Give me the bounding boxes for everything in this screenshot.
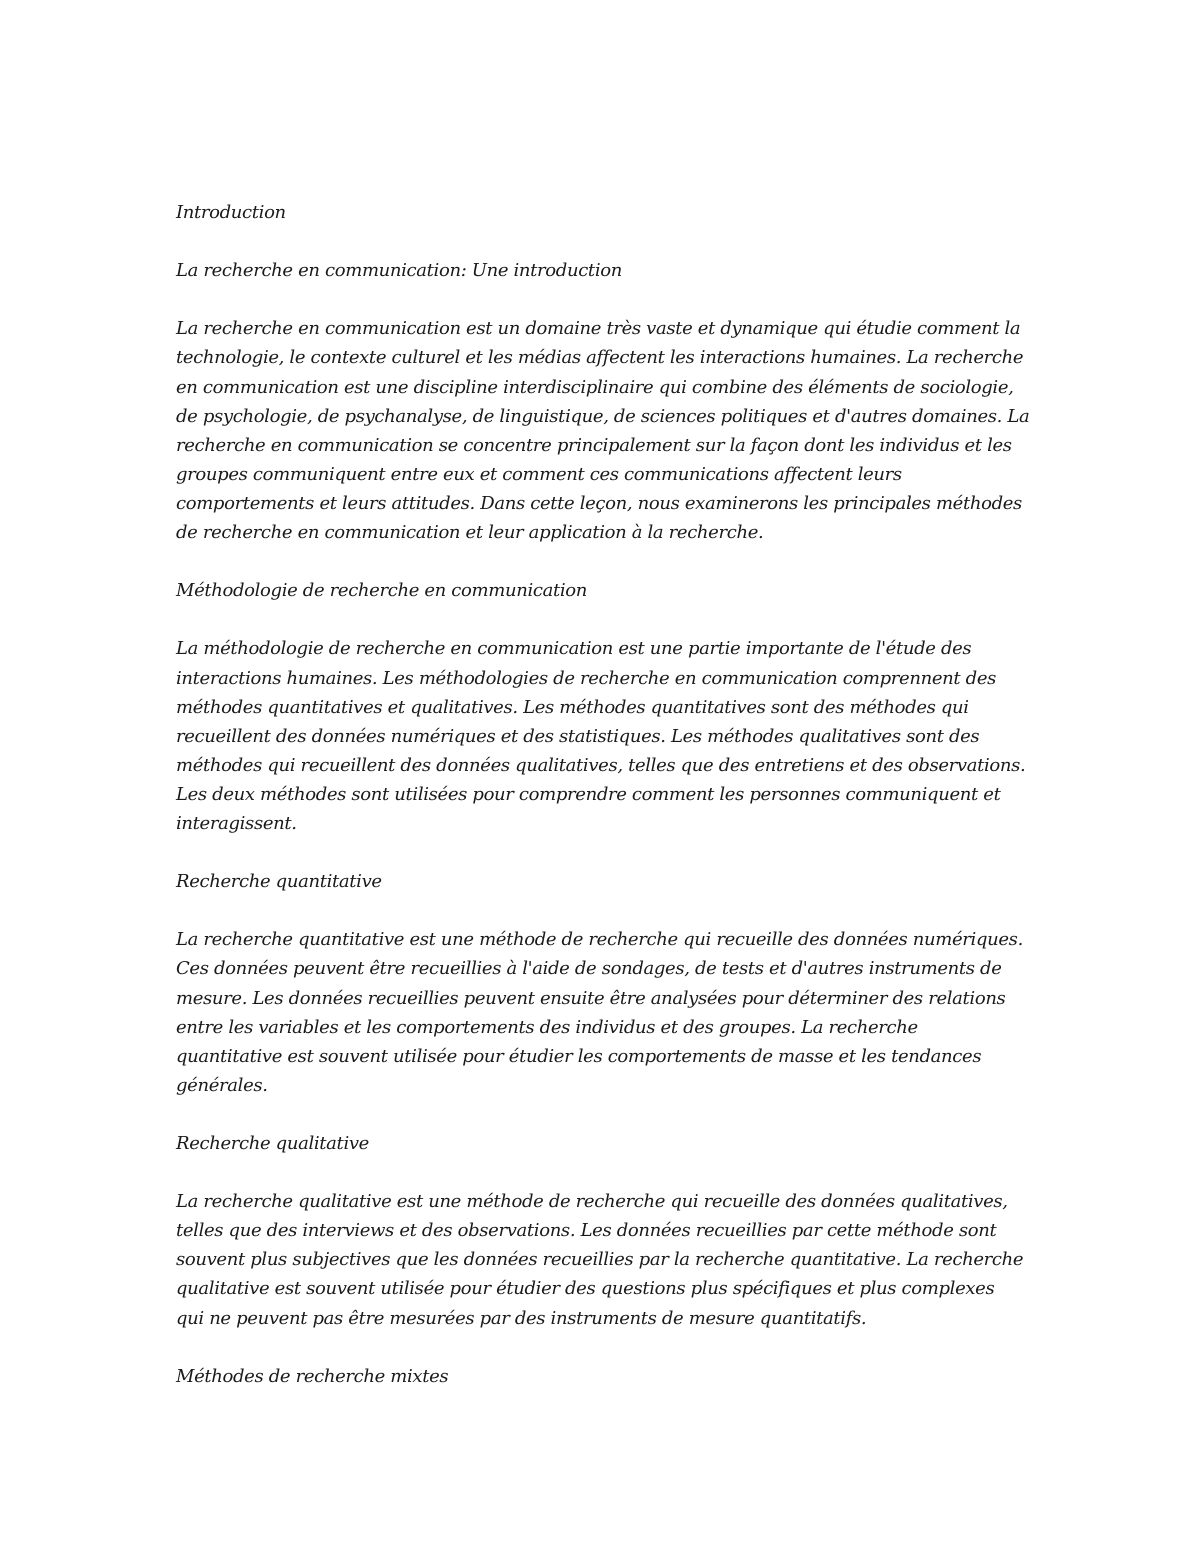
paragraph-methodologie — [176, 634, 1036, 838]
paragraph-line: recherche en communication se concentre principalement sur la façon dont les individus et les — [176, 434, 1012, 456]
document-page — [176, 198, 1036, 1391]
paragraph-line: telles que des interviews et des observations. Les données recueillies par cette méthode sont — [176, 1220, 997, 1242]
heading-mixtes: Méthodes de recherche mixtes — [176, 1365, 449, 1387]
paragraph-line: qualitative est souvent utilisée pour étudier des questions plus spécifiques et plus complexes — [176, 1278, 995, 1300]
paragraph-line: de psychologie, de psychanalyse, de linguistique, de sciences politiques et d'autres domaines. La — [176, 405, 1030, 427]
paragraph-line: entre les variables et les comportements des individus et des groupes. La recherche — [176, 1016, 918, 1038]
paragraph-line: quantitative est souvent utilisée pour étudier les comportements de masse et les tendances — [176, 1045, 982, 1067]
paragraph-line: La méthodologie de recherche en communication est une partie importante de l'étude des — [176, 638, 972, 660]
paragraph-line: souvent plus subjectives que les données recueillies par la recherche quantitative. La recherche — [176, 1249, 1024, 1271]
paragraph-quantitative — [176, 925, 1036, 1100]
paragraph-line: comportements et leurs attitudes. Dans cette leçon, nous examinerons les principales méthodes — [176, 492, 1022, 514]
paragraph-line: Ces données peuvent être recueillies à l'aide de sondages, de tests et d'autres instruments de — [176, 958, 1002, 980]
paragraph-line: en communication est une discipline interdisciplinaire qui combine des éléments de sociologie, — [176, 376, 1014, 398]
heading-quantitative: Recherche quantitative — [176, 871, 382, 893]
paragraph-line: de recherche en communication et leur application à la recherche. — [176, 522, 764, 544]
heading-methodologie: Méthodologie de recherche en communication — [176, 580, 587, 602]
paragraph-line: La recherche en communication est un domaine très vaste et dynamique qui étudie comment la — [176, 318, 1021, 340]
paragraph-line: technologie, le contexte culturel et les médias affectent les interactions humaines. La recherche — [176, 347, 1024, 369]
paragraph-line: interagissent. — [176, 812, 297, 834]
paragraph-line: groupes communiquent entre eux et comment ces communications affectent leurs — [176, 463, 902, 485]
paragraph-line: mesure. Les données recueillies peuvent ensuite être analysées pour déterminer des relations — [176, 987, 1006, 1009]
paragraph-line: qui ne peuvent pas être mesurées par des instruments de mesure quantitatifs. — [176, 1307, 867, 1329]
heading-introduction: Introduction — [176, 202, 286, 223]
paragraph-introduction — [176, 314, 1036, 547]
paragraph-line: Les deux méthodes sont utilisées pour comprendre comment les personnes communiquent et — [176, 783, 1001, 805]
paragraph-line: générales. — [176, 1074, 268, 1096]
paragraph-line: méthodes qui recueillent des données qualitatives, telles que des entretiens et des observations. — [176, 754, 1026, 776]
paragraph-qualitative — [176, 1187, 1036, 1332]
paragraph-line: recueillent des données numériques et des statistiques. Les méthodes qualitatives sont des — [176, 725, 980, 747]
paragraph-line: La recherche qualitative est une méthode de recherche qui recueille des données qualitatives, — [176, 1191, 1008, 1213]
heading-qualitative: Recherche qualitative — [176, 1133, 369, 1154]
paragraph-line: La recherche quantitative est une méthode de recherche qui recueille des données numériques. — [176, 929, 1023, 951]
document-subtitle: La recherche en communication: Une introduction — [176, 260, 622, 282]
paragraph-line: interactions humaines. Les méthodologies de recherche en communication comprennent des — [176, 667, 997, 689]
paragraph-line: méthodes quantitatives et qualitatives. Les méthodes quantitatives sont des méthodes qui — [176, 696, 969, 718]
